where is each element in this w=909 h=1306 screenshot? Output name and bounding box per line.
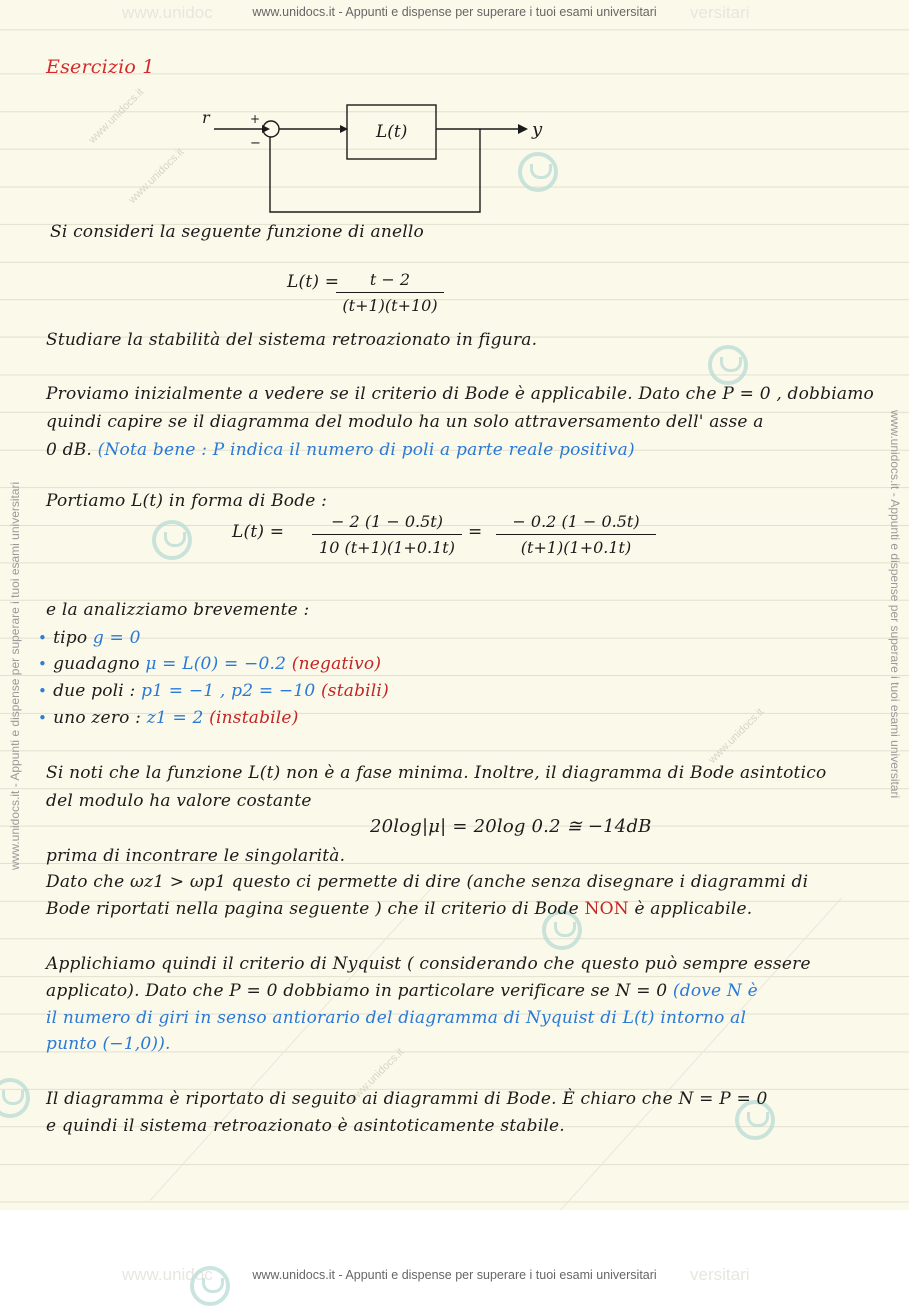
item-label: due poli : (53, 681, 136, 701)
ghost-watermark: www.unidoc (122, 1265, 213, 1284)
item-note: (negativo) (291, 654, 382, 674)
item-label: guadagno (53, 654, 140, 674)
diagonal-watermark: www.unidocs.it (126, 146, 187, 206)
unidocs-logo-icon (152, 520, 192, 560)
para1-note: (Nota bene : P indica il numero di poli a parte reale positiva) (97, 440, 635, 460)
bode-form-lhs: L(t) = (232, 522, 285, 542)
unidocs-logo-icon (190, 1266, 230, 1306)
output-arrowhead (518, 124, 528, 134)
bode-den-2: (t+1)(1+0.1t) (520, 538, 632, 557)
intro-text: Si consideri la seguente funzione di anello (50, 222, 424, 242)
diagonal-watermark: www.unidocs.it (346, 1046, 407, 1106)
ghost-watermark: versitari (690, 3, 750, 22)
para4-line1: Il diagramma è riportato di seguito ai diagrammi di Bode. È chiaro che N = P = 0 (46, 1089, 768, 1109)
para3-line2-note: (dove N è (672, 981, 758, 1001)
output-label: y (532, 119, 543, 140)
diagonal-guide-line (560, 898, 842, 1210)
L-def-fraction (336, 270, 444, 315)
para2-line1: Si noti che la funzione L(t) non è a fase minima. Inoltre, il diagramma di Bode asintotico (46, 763, 827, 783)
bode-den-1: 10 (t+1)(1+0.1t) (319, 538, 455, 557)
unidocs-logo-icon (708, 345, 748, 385)
para2-line5-end: è applicabile. (634, 899, 753, 919)
task-text: Studiare la stabilità del sistema retroazionato in figura. (46, 330, 538, 350)
bode-form-intro: Portiamo L(t) in forma di Bode : (46, 491, 328, 511)
item-value: g = 0 (92, 628, 141, 648)
bode-fraction-2 (496, 512, 656, 557)
para1-0db: 0 dB. (46, 440, 92, 460)
para4-line2: e quindi il sistema retroazionato è asintoticamente stabile. (46, 1116, 565, 1136)
L-def-numerator: t − 2 (336, 270, 444, 293)
para3-line3: il numero di giri in senso antiorario del diagramma di Nyquist di L(t) intorno al (46, 1008, 747, 1028)
item-note: (stabili) (320, 681, 389, 701)
bullet-icon: • (38, 682, 48, 700)
para2-formula: 20log|μ| = 20log 0.2 ≅ −14dB (370, 816, 652, 837)
para2-line4: Dato che ωz1 > ωp1 questo ci permette di dire (anche senza disegnare i diagrammi di (46, 872, 809, 892)
para2-line5 (46, 899, 752, 919)
diagonal-watermark: www.unidocs.it (86, 86, 147, 146)
para1-line2: quindi capire se il diagramma del modulo ha un solo attraversamento dell' asse a (46, 412, 764, 432)
block-label: L(t) (376, 122, 408, 142)
feedback-path (270, 129, 480, 212)
input-label: r (202, 108, 210, 127)
bode-equals: = (468, 522, 483, 542)
analysis-intro: e la analizziamo brevemente : (46, 600, 310, 620)
para2-line3: prima di incontrare le singolarità. (46, 846, 346, 866)
para3-line2 (46, 981, 758, 1001)
bullet-icon: • (38, 655, 48, 673)
L-def-lhs: L(t) = (287, 272, 340, 292)
bode-fraction-1 (312, 512, 462, 557)
item-note: (instabile) (209, 708, 299, 728)
watermark-banner-top (0, 3, 909, 22)
exercise-title: Esercizio 1 (46, 56, 155, 78)
ghost-watermark: www.unidoc (122, 3, 213, 22)
item-value: p1 = −1 , p2 = −10 (141, 681, 316, 701)
para3-line4: punto (−1,0)). (46, 1034, 171, 1054)
L-def-denominator: (t+1)(t+10) (342, 296, 438, 315)
item-value: μ = L(0) = −0.2 (145, 654, 287, 674)
non-emphasis: NON (584, 899, 629, 919)
feedback-block-diagram (190, 95, 560, 220)
para3-line2-start: applicato). Dato che P = 0 dobbiamo in particolare verificare se N = 0 (46, 981, 668, 1001)
bode-num-1: − 2 (1 − 0.5t) (312, 512, 462, 535)
minus-sign: − (250, 136, 261, 151)
item-label: tipo (53, 628, 88, 648)
analysis-item (38, 708, 299, 728)
analysis-item (38, 654, 381, 674)
item-label: uno zero : (53, 708, 142, 728)
bullet-icon: • (38, 629, 48, 647)
side-watermark-right: www.unidocs.it - Appunti e dispense per superare i tuoi esami universitari (888, 410, 902, 799)
analysis-item (38, 628, 141, 648)
side-watermark-left: www.unidocs.it - Appunti e dispense per superare i tuoi esami universitari (8, 481, 22, 870)
watermark-text: www.unidocs.it - Appunti e dispense per superare i tuoi esami universitari (252, 5, 657, 19)
analysis-item (38, 681, 389, 701)
watermark-banner-bottom (0, 1265, 909, 1284)
para3-line1: Applichiamo quindi il criterio di Nyquist ( considerando che questo può sempre essere (46, 954, 811, 974)
bullet-icon: • (38, 709, 48, 727)
bode-num-2: − 0.2 (1 − 0.5t) (496, 512, 656, 535)
ghost-watermark: versitari (690, 1265, 750, 1284)
para1-line1: Proviamo inizialmente a vedere se il criterio di Bode è applicabile. Dato che P = 0 , dobbiamo (46, 384, 874, 404)
item-value: z1 = 2 (146, 708, 204, 728)
plus-sign: + (250, 112, 261, 126)
watermark-text: www.unidocs.it - Appunti e dispense per superare i tuoi esami universitari (252, 1268, 657, 1282)
diagonal-watermark: www.unidocs.it (706, 706, 767, 766)
diagonal-guide-line (150, 888, 432, 1201)
para1-line3 (46, 440, 635, 460)
para2-line2: del modulo ha valore costante (46, 791, 312, 811)
unidocs-logo-icon (0, 1078, 30, 1118)
para2-line5-start: Bode riportati nella pagina seguente ) che il criterio di Bode (46, 899, 579, 919)
